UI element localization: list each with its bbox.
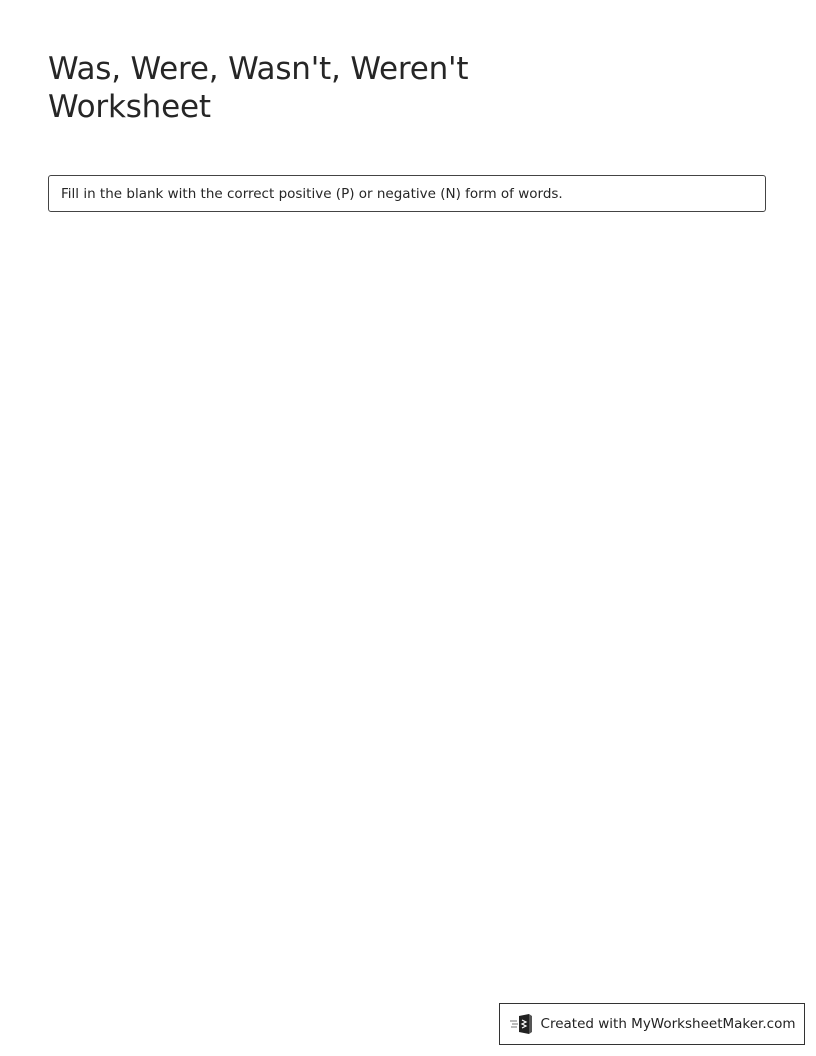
- instructions-box: [48, 175, 766, 212]
- badge-text: Created with MyWorksheetMaker.com: [540, 1016, 796, 1032]
- worksheet-maker-logo-icon: [509, 1013, 535, 1035]
- created-with-badge[interactable]: [499, 1003, 805, 1045]
- instructions-text: Fill in the blank with the correct positive (P) or negative (N) form of words.: [61, 185, 563, 202]
- worksheet-title: Was, Were, Wasn't, Weren't Worksheet: [48, 51, 469, 125]
